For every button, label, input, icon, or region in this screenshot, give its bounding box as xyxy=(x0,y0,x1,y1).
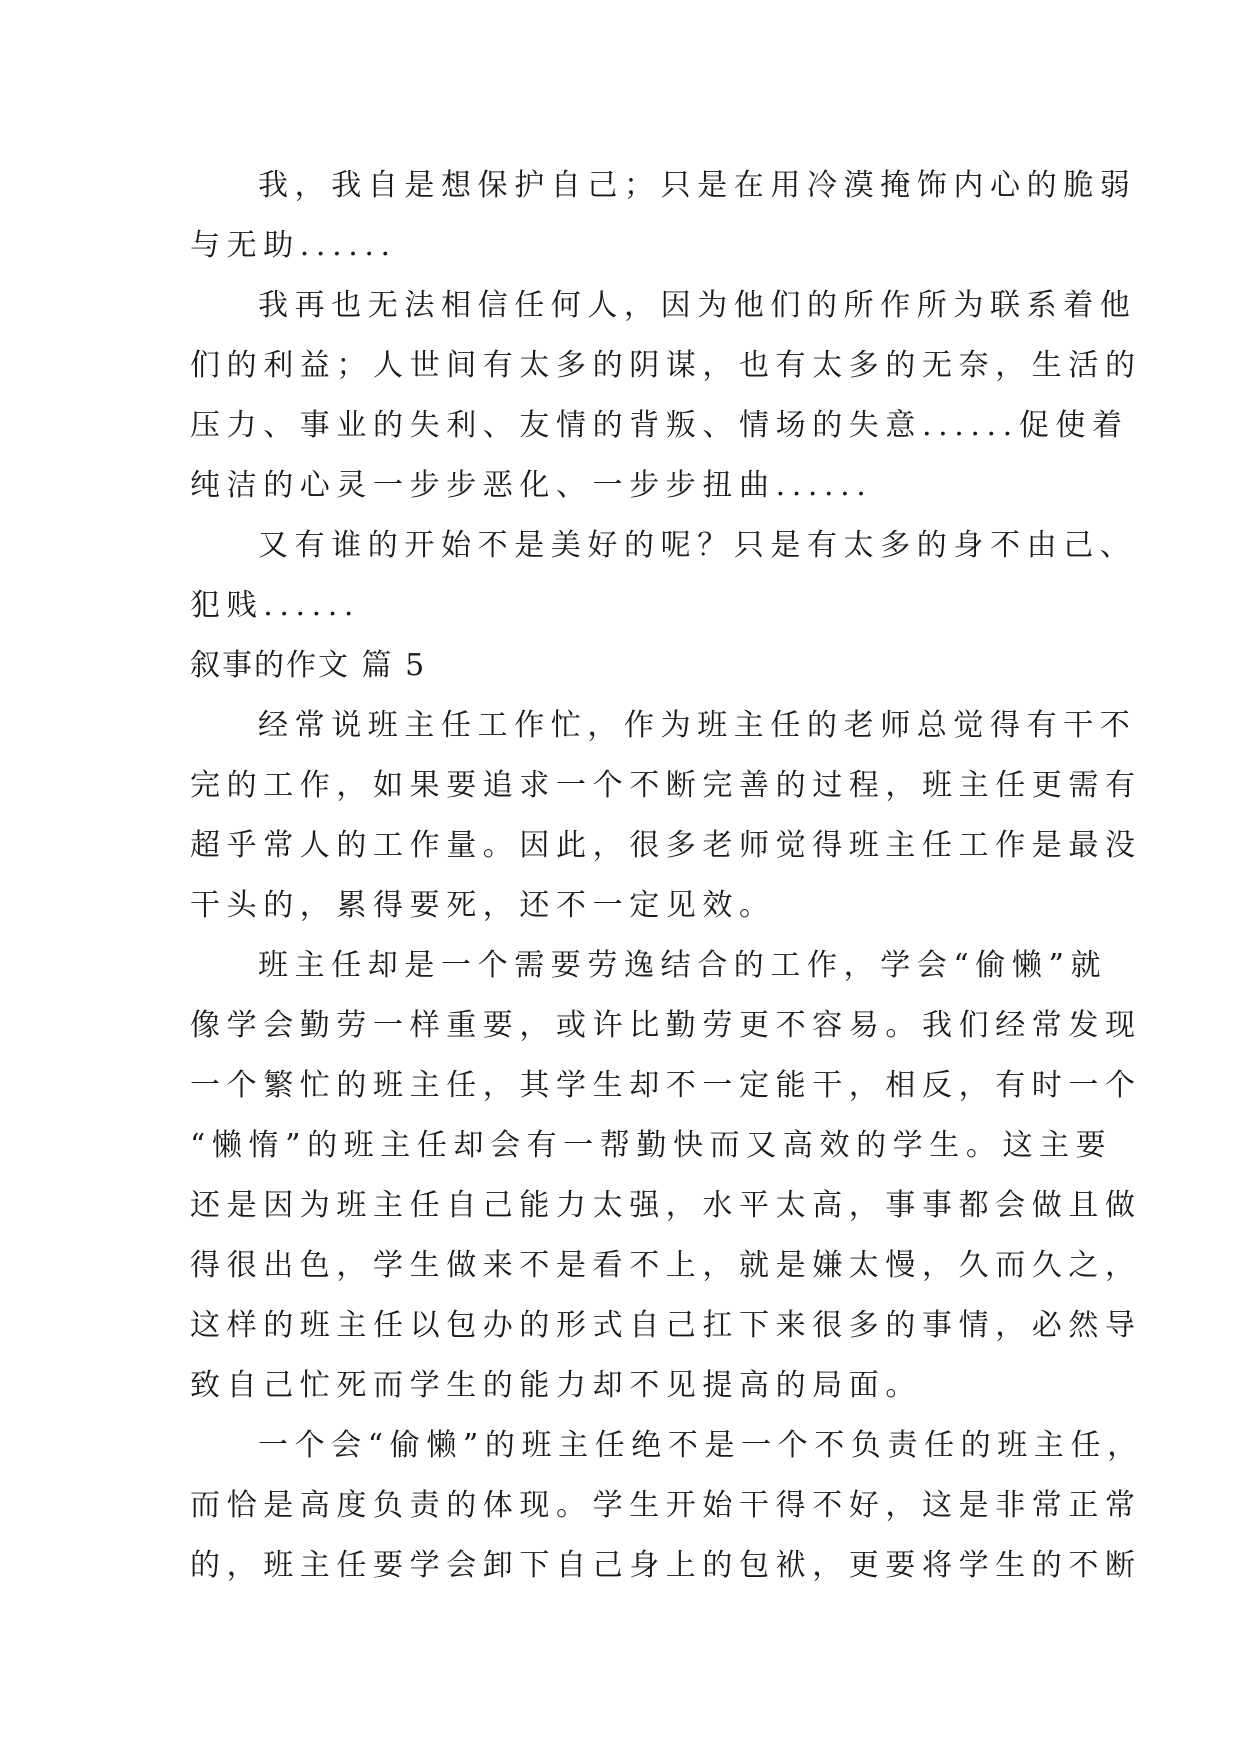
paragraph-line: 纯洁的心灵一步步恶化、一步步扭曲...... xyxy=(190,468,873,503)
paragraph-line: 的，班主任要学会卸下自己身上的包袱，更要将学生的不断 xyxy=(190,1548,1142,1583)
paragraph-line: 这样的班主任以包办的形式自己扛下来很多的事情，必然导 xyxy=(190,1308,1142,1343)
paragraph-line: 像学会勤劳一样重要，或许比勤劳更不容易。我们经常发现 xyxy=(190,1008,1142,1043)
paragraph-line: 与无助...... xyxy=(190,228,397,263)
paragraph-line: 经常说班主任工作忙，作为班主任的老师总觉得有干不 xyxy=(258,708,1137,743)
paragraph-line: 致自己忙死而学生的能力却不见提高的局面。 xyxy=(190,1368,922,1403)
paragraph-line: 还是因为班主任自己能力太强，水平太高，事事都会做且做 xyxy=(190,1188,1142,1223)
paragraph-line: 我，我自是想保护自己；只是在用冷漠掩饰内心的脆弱 xyxy=(258,168,1137,203)
paragraph-line: 一个会“偷懒”的班主任绝不是一个不负责任的班主任， xyxy=(258,1428,1144,1463)
paragraph-line: 们的利益；人世间有太多的阴谋，也有太多的无奈，生活的 xyxy=(190,348,1142,383)
paragraph-line: 得很出色，学生做来不是看不上，就是嫌太慢，久而久之， xyxy=(190,1248,1142,1283)
paragraph-line: 完的工作，如果要追求一个不断完善的过程，班主任更需有 xyxy=(190,768,1142,803)
paragraph-line: 一个繁忙的班主任，其学生却不一定能干，相反，有时一个 xyxy=(190,1068,1142,1103)
paragraph-line: 干头的，累得要死，还不一定见效。 xyxy=(190,888,776,923)
paragraph-line: 而恰是高度负责的体现。学生开始干得不好，这是非常正常 xyxy=(190,1488,1142,1523)
paragraph-line: 又有谁的开始不是美好的呢？只是有太多的身不由己、 xyxy=(258,528,1137,563)
paragraph-line: 犯贱...... xyxy=(190,588,361,623)
paragraph-line: “懒惰”的班主任却会有一帮勤快而又高效的学生。这主要 xyxy=(190,1128,1113,1163)
paragraph-line: 压力、事业的失利、友情的背叛、情场的失意......促使着 xyxy=(190,408,1129,443)
paragraph-line: 班主任却是一个需要劳逸结合的工作，学会“偷懒”就 xyxy=(258,948,1108,983)
paragraph-line: 我再也无法相信任何人，因为他们的所作所为联系着他 xyxy=(258,288,1137,323)
section-heading: 叙事的作文 篇 5 xyxy=(190,648,427,683)
paragraph-line: 超乎常人的工作量。因此，很多老师觉得班主任工作是最没 xyxy=(190,828,1142,863)
